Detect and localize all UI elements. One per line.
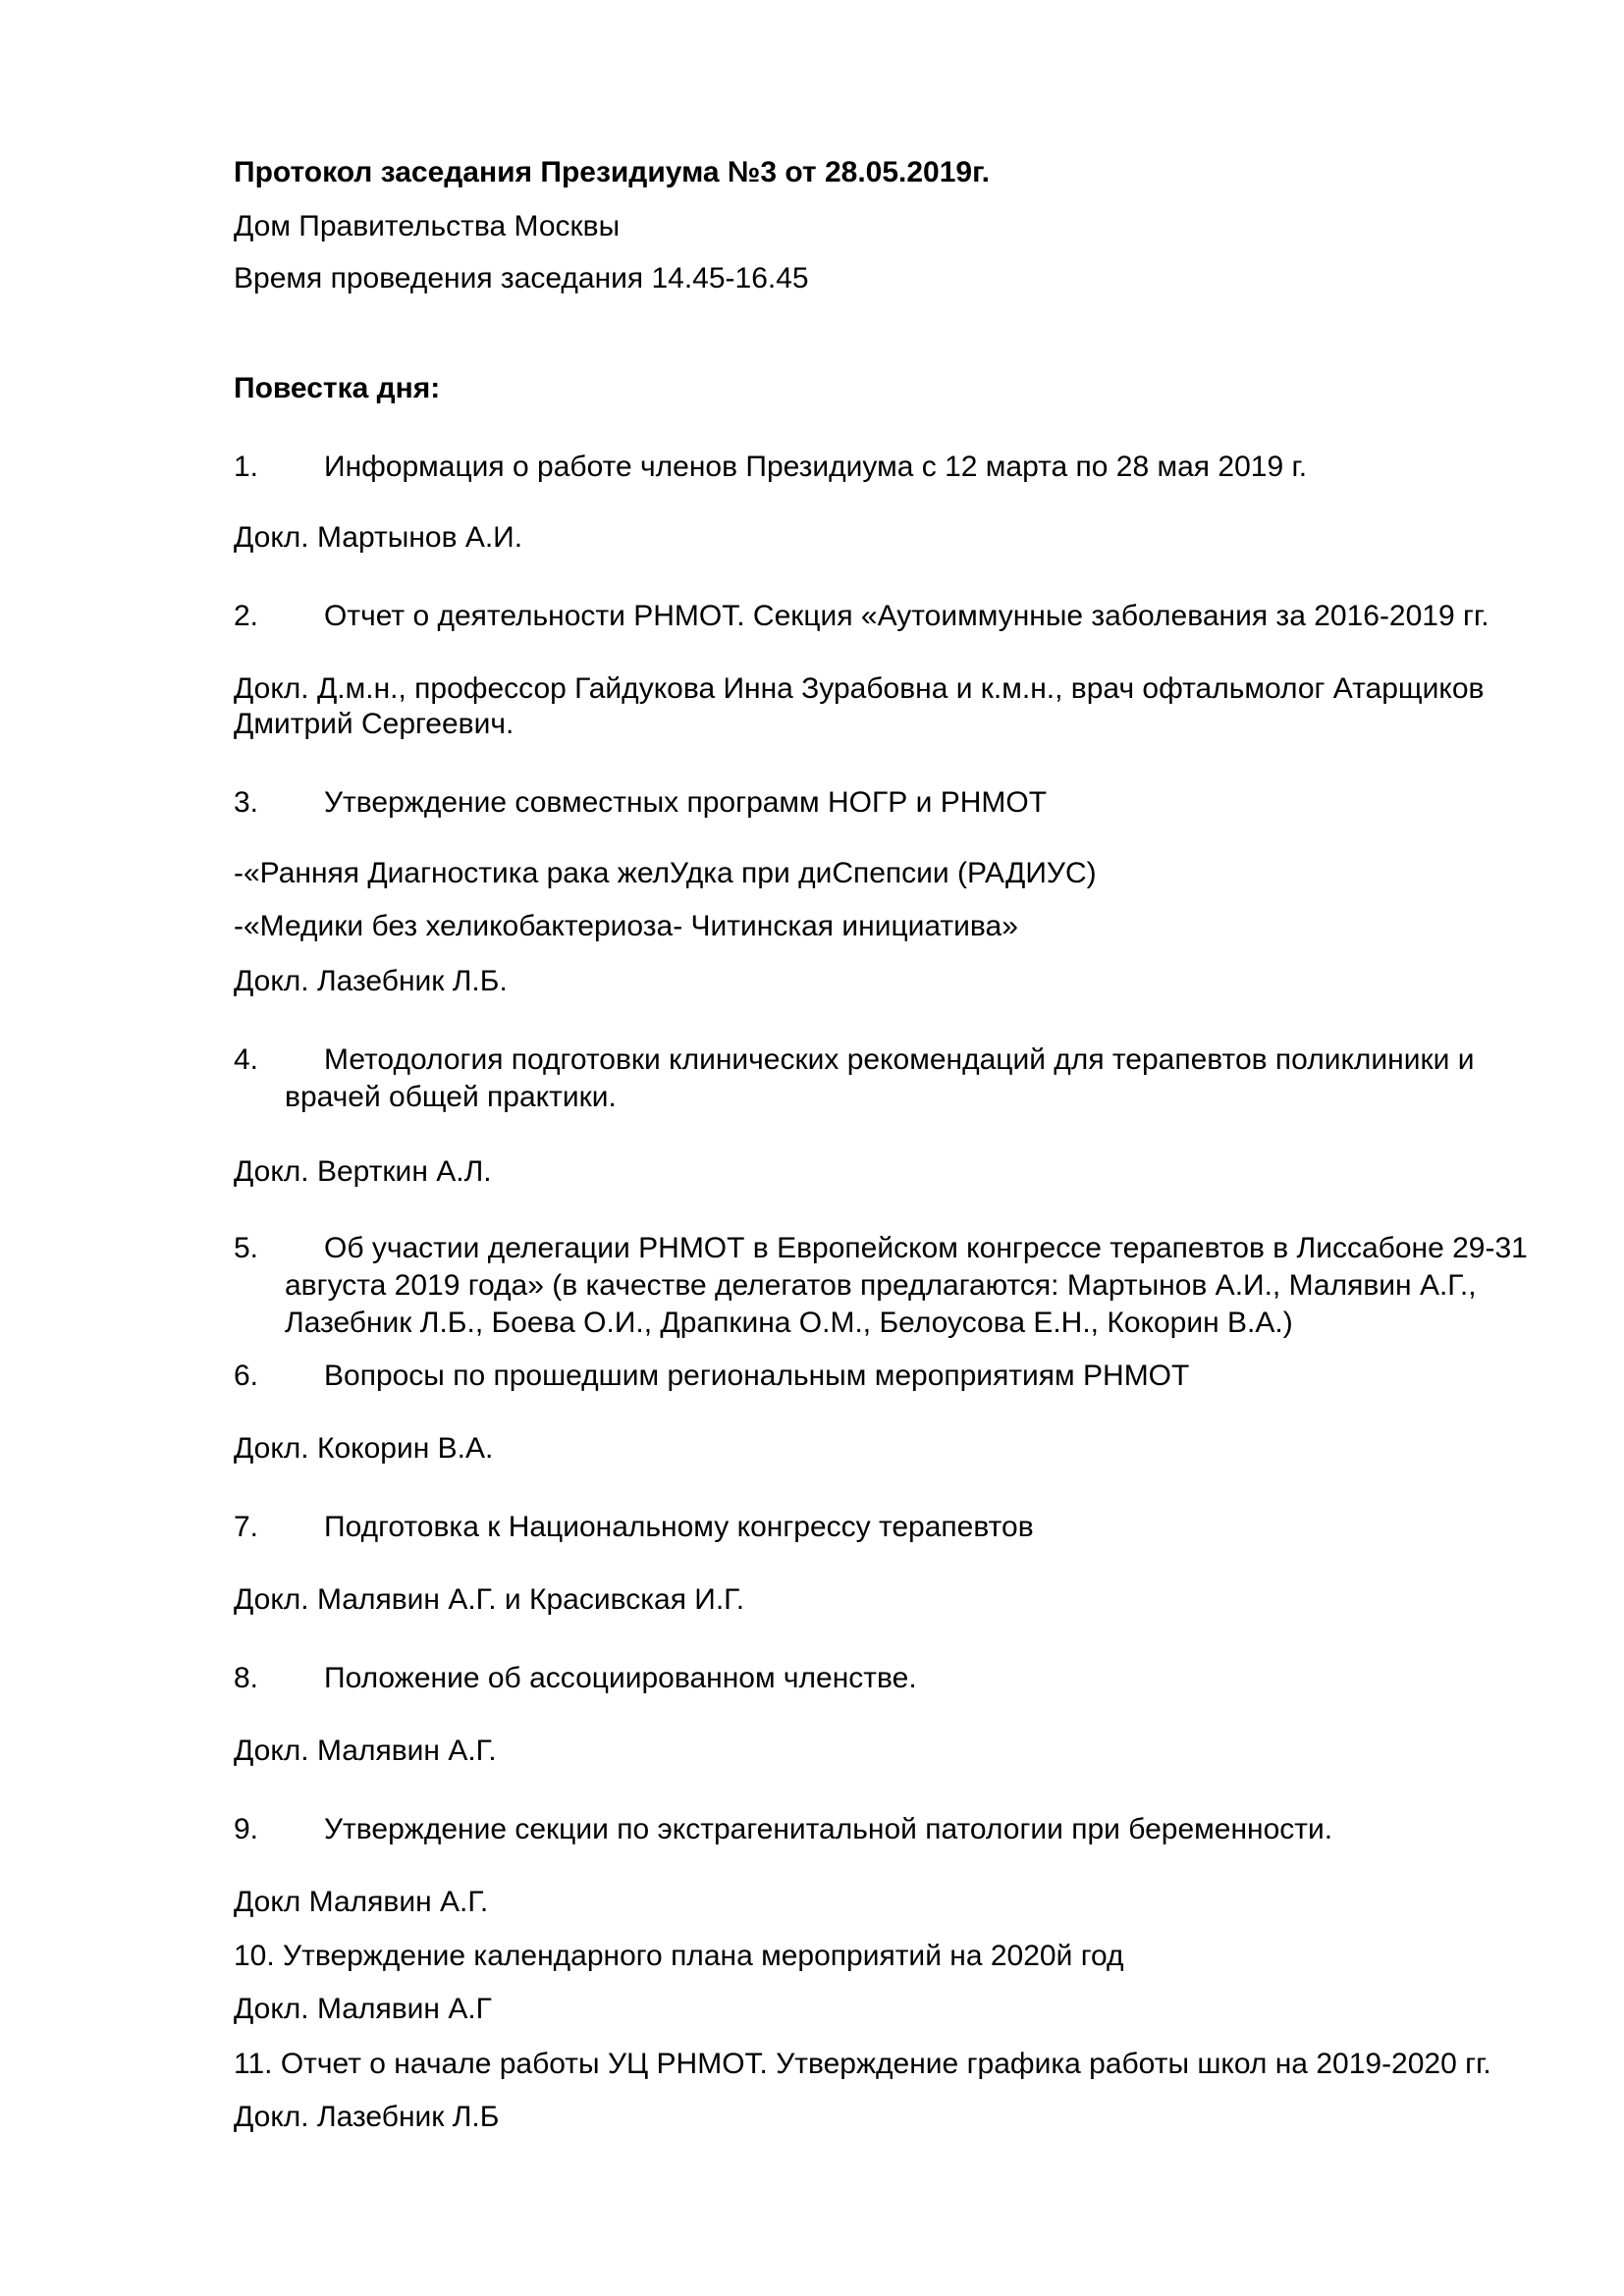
agenda-heading: Повестка дня: (234, 372, 441, 404)
item-11-speaker: Докл. Лазебник Л.Б (234, 2101, 500, 2133)
item-10-speaker: Докл. Малявин А.Г (234, 1993, 492, 2025)
item-2-speaker-line2: Дмитрий Сергеевич. (234, 708, 514, 740)
item-3-text: Утверждение совместных программ НОГР и РНМОТ (324, 786, 1048, 819)
item-7-number: 7. (234, 1511, 259, 1543)
item-6-speaker: Докл. Кокорин В.А. (234, 1432, 494, 1465)
item-2-number: 2. (234, 600, 259, 632)
item-3-speaker: Докл. Лазебник Л.Б. (234, 965, 508, 997)
item-5-number: 5. (234, 1232, 259, 1264)
item-9-speaker: Докл Малявин А.Г. (234, 1886, 489, 1918)
item-1-number: 1. (234, 451, 259, 483)
item-4-number: 4. (234, 1043, 259, 1076)
item-1-text: Информация о работе членов Президиума с 12 марта по 28 мая 2019 г. (324, 451, 1308, 483)
item-6-text: Вопросы по прошедшим региональным мероприятиям РНМОТ (324, 1360, 1190, 1392)
item-7-text: Подготовка к Национальному конгрессу терапевтов (324, 1511, 1034, 1543)
item-8-speaker: Докл. Малявин А.Г. (234, 1735, 497, 1767)
item-6-number: 6. (234, 1360, 259, 1392)
item-4-text-line2: врачей общей практики. (285, 1081, 617, 1113)
item-10-text: 10. Утверждение календарного плана мероприятий на 2020й год (234, 1940, 1124, 1972)
item-5-text-line1: Об участии делегации РНМОТ в Европейском конгрессе терапевтов в Лиссабоне 29-31 (324, 1232, 1528, 1264)
item-3-subitem-1: -«Ранняя Диагностика рака желУдка при диСпепсии (РАДИУС) (234, 857, 1097, 889)
item-4-speaker: Докл. Верткин А.Л. (234, 1155, 492, 1188)
item-3-subitem-2: -«Медики без хеликобактериоза- Читинская инициатива» (234, 910, 1018, 942)
item-4-text-line1: Методология подготовки клинических рекомендаций для терапевтов поликлиники и (324, 1043, 1475, 1076)
item-5-text-line3: Лазебник Л.Б., Боева О.И., Драпкина О.М., Белоусова Е.Н., Кокорин В.А.) (285, 1307, 1293, 1339)
document-title: Протокол заседания Президиума №3 от 28.05.2019г. (234, 156, 990, 188)
item-11-text: 11. Отчет о начале работы УЦ РНМОТ. Утверждение графика работы школ на 2019-2020 гг. (234, 2048, 1491, 2080)
meeting-place: Дом Правительства Москвы (234, 210, 621, 242)
item-1-speaker: Докл. Мартынов А.И. (234, 521, 523, 554)
item-3-number: 3. (234, 786, 259, 819)
item-2-speaker-line1: Докл. Д.м.н., профессор Гайдукова Инна Зурабовна и к.м.н., врач офтальмолог Атарщиков (234, 672, 1485, 705)
item-7-speaker: Докл. Малявин А.Г. и Красивская И.Г. (234, 1583, 745, 1616)
item-9-number: 9. (234, 1813, 259, 1845)
item-9-text: Утверждение секции по экстрагенитальной патологии при беременности. (324, 1813, 1333, 1845)
item-2-text: Отчет о деятельности РНМОТ. Секция «Аутоиммунные заболевания за 2016-2019 гг. (324, 600, 1489, 632)
item-8-text: Положение об ассоциированном членстве. (324, 1662, 917, 1694)
item-8-number: 8. (234, 1662, 259, 1694)
item-5-text-line2: августа 2019 года» (в качестве делегатов предлагаются: Мартынов А.И., Малявин А.Г., (285, 1269, 1477, 1302)
meeting-time: Время проведения заседания 14.45-16.45 (234, 262, 809, 294)
